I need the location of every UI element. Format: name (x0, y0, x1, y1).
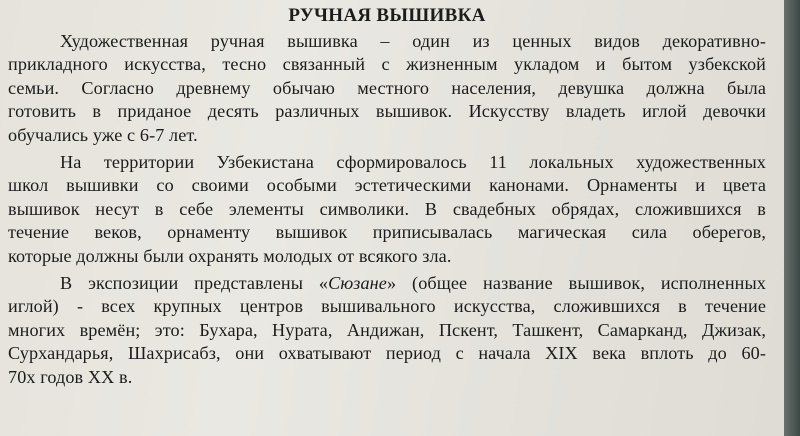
text-line (8, 272, 766, 295)
text-line: которые должны были охранять молодых от всякого зла. (8, 245, 452, 266)
text-fragment: В экспозиции представлены « (60, 273, 329, 294)
text-line: школ вышивки со своими особыми эстетическими канонами. Орнаменты и цвета (8, 175, 766, 196)
page-title: РУЧНАЯ ВЫШИВКА (288, 5, 486, 26)
paragraph-2 (8, 151, 766, 268)
text-line: семьи. Согласно древнему обычаю местного населения, девушка должна была (8, 77, 766, 98)
paragraph-1 (8, 30, 766, 147)
text-line: Художественная ручная вышивка – один из ценных видов декоративно- (60, 31, 766, 51)
text-line: готовить в приданое десять различных вышивок. Искусству владеть иглой девочки (8, 101, 766, 122)
text-line: 70х годов XX в. (8, 366, 133, 387)
text-line: обучались уже с 6-7 лет. (8, 124, 198, 145)
wall-edge (784, 0, 800, 436)
text-line: прикладного искусства, тесно связанный с жизненным укладом и бытом узбекской (8, 54, 766, 75)
paragraph-3 (8, 272, 766, 389)
suzani-term: Сюзане (328, 273, 387, 294)
text-line: многих времён; это: Бухара, Нурата, Андижан, Пскент, Ташкент, Самарканд, Джизак, (8, 319, 766, 340)
text-line: вышивок несут в себе элементы символики. В свадебных обрядах, сложившихся в (8, 198, 766, 219)
text-line: На территории Узбекистана сформировалось 11 локальных художественных (60, 152, 766, 173)
text-line: Сурхандарья, Шахрисабз, они охватывают период с начала XIX века вплоть до 60- (8, 343, 766, 364)
text-line: иглой) - всех крупных центров вышивального искусства, сложившихся в течение (8, 296, 766, 317)
text-line: течение веков, орнаменту вышивок приписывалась магическая сила оберегов, (8, 222, 766, 243)
text-fragment: » (общее название вышивок, исполненных (386, 273, 766, 294)
